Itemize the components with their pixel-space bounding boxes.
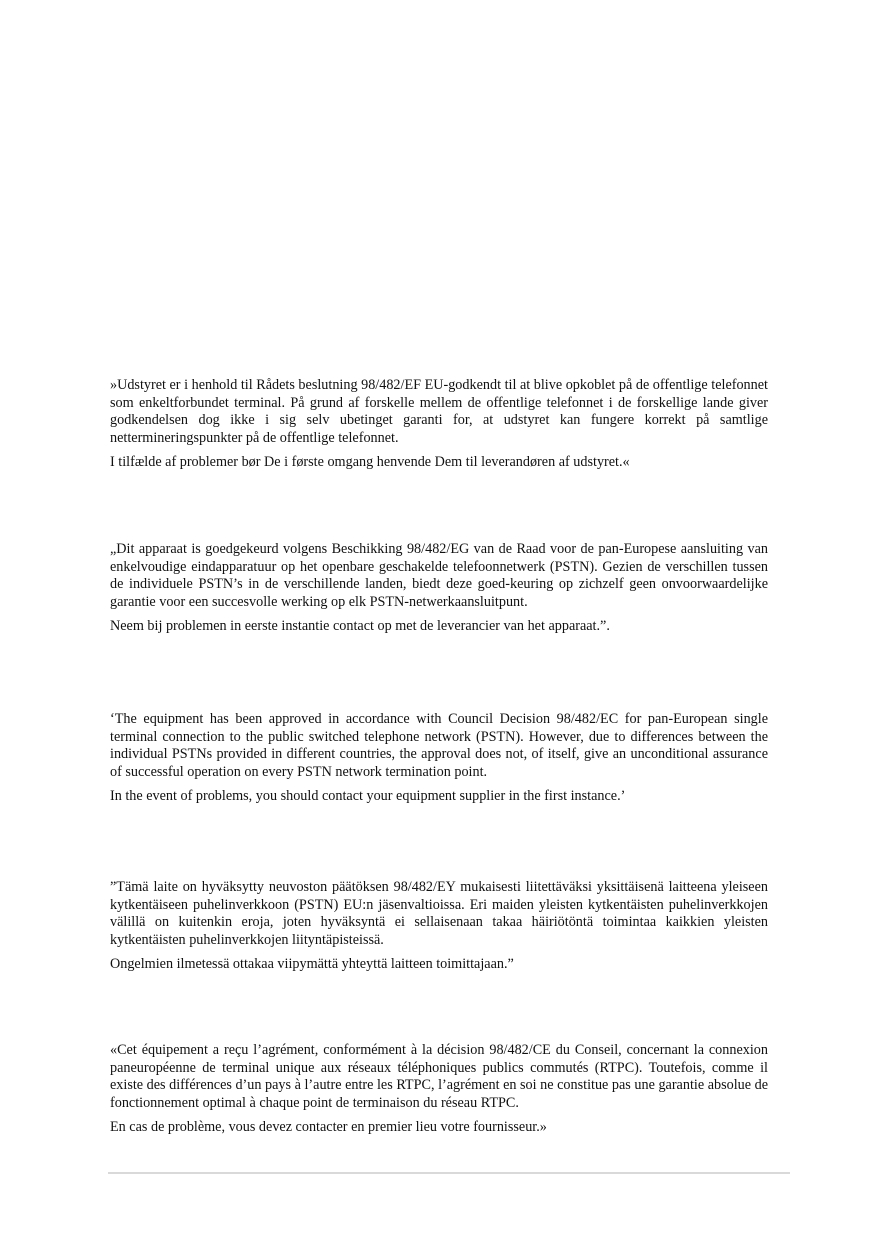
statement-french-contact: En cas de problème, vous devez contacter en premier lieu votre fournisseur.» [110, 1119, 547, 1135]
footer-divider [108, 1172, 790, 1174]
statement-finnish-contact: Ongelmien ilmetessä ottakaa viipymättä yhteyttä laitteen toimittajaan.” [110, 956, 514, 972]
statement-dutch-body: „Dit apparaat is goedgekeurd volgens Beschikking 98/482/EG van de Raad voor de pan-Europese aansluiting van enkelvoudige eindapparatuur op het openbare geschakelde telefoonnetwerk (PSTN). Gezien de verschillen tussen de individuele PSTN’s in de verschillende landen, biedt deze goed-keuring op zichzelf geen onvoorwaardelijke garantie voor een succesvolle werking op elk PSTN-netwerkaansluitpunt. [110, 541, 768, 610]
statement-french-body: «Cet équipement a reçu l’agrément, conformément à la décision 98/482/CE du Conseil, concernant la connexion paneuropéenne de terminal unique aux réseaux téléphoniques publics commutés (RTPC). Toutefois, comme il existe des différences d’un pays à l’autre entre les RTPC, l’agrément en soi ne constitue pas une garantie absolue de fonctionnement optimal à chaque point de terminaison du réseau RTPC. [110, 1042, 768, 1111]
statement-english-body: ‘The equipment has been approved in accordance with Council Decision 98/482/EC for pan-European single terminal connection to the public switched telephone network (PSTN). However, due to differences between the individual PSTNs provided in different countries, the approval does not, of itself, give an unconditional assurance of successful operation on every PSTN network termination point. [110, 711, 768, 780]
statement-dutch [110, 541, 768, 636]
statement-english [110, 711, 768, 806]
statement-danish-contact: I tilfælde af problemer bør De i første omgang henvende Dem til leverandøren af udstyret.« [110, 454, 630, 470]
statement-danish-body: »Udstyret er i henhold til Rådets beslutning 98/482/EF EU-godkendt til at blive opkoblet på de offentlige telefonnet som enkeltforbundet terminal. På grund af forskelle mellem de offentlige telefonnet i de forskellige lande giver godkendelsen dog ikke i sig selv ubetinget garanti for, at udstyret kan fungere korrekt på samtlige nettermineringspunkter på de offentlige telefonnet. [110, 377, 768, 446]
statement-dutch-contact: Neem bij problemen in eerste instantie contact op met de leverancier van het apparaat.”. [110, 618, 610, 634]
statement-danish [110, 377, 768, 472]
statement-french [110, 1042, 768, 1137]
statement-finnish-body: ”Tämä laite on hyväksytty neuvoston päätöksen 98/482/EY mukaisesti liitettäväksi yksittäisenä laitteena yleiseen kytkentäiseen puhelinverkkoon (PSTN) EU:n jäsenvaltioissa. Eri maiden yleisten kytkentäisten puhelinverkkojen välillä on kuitenkin eroja, joten hyväksyntä ei sellaisenaan takaa häiriötöntä toimintaa kaikkien yleisten kytkentäisten puhelinverkkojen liityntäpisteissä. [110, 879, 768, 948]
statement-english-contact: In the event of problems, you should contact your equipment supplier in the first instance.’ [110, 788, 626, 804]
statement-finnish [110, 879, 768, 974]
